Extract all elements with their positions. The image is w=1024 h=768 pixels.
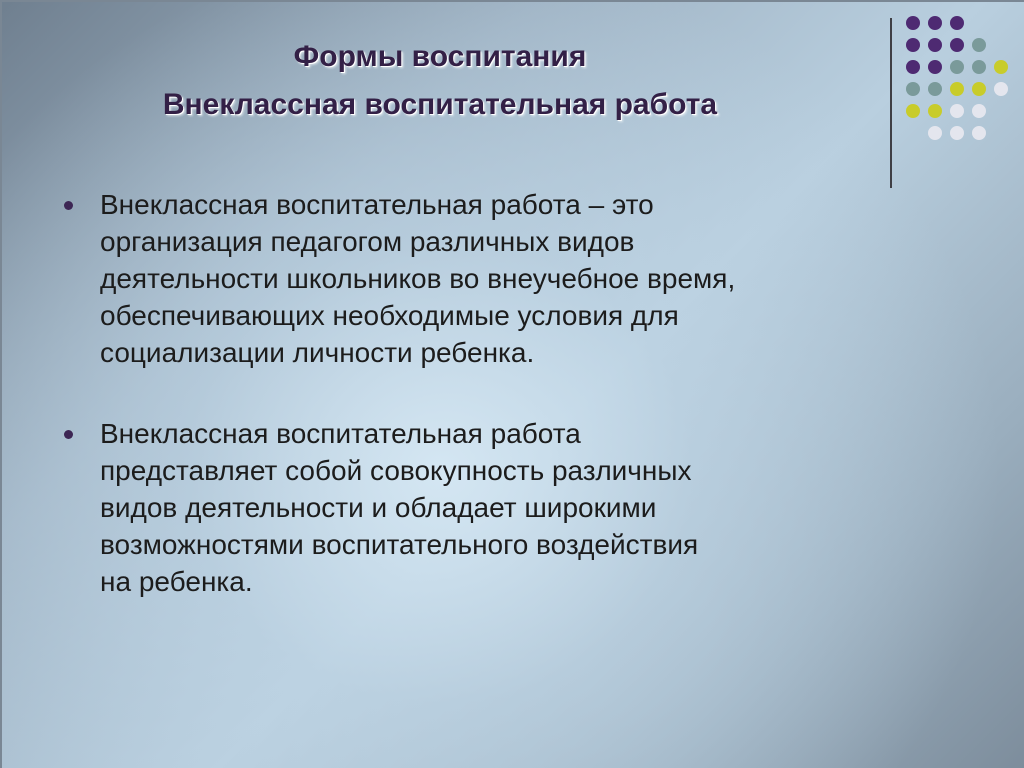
bullet-icon [64, 201, 73, 210]
decorative-dot [906, 60, 920, 74]
decorative-dot [972, 60, 986, 74]
bullet-text-line: видов деятельности и обладает широкими [100, 492, 657, 523]
decorative-dot [994, 60, 1008, 74]
title-line-1: Формы воспитания [293, 40, 587, 73]
bullet-text-line: обеспечивающих необходимые условия для [100, 300, 679, 331]
bullet-icon [64, 430, 73, 439]
decorative-dot [972, 38, 986, 52]
bullet-text-line: деятельности школьников во внеучебное время, [100, 263, 736, 294]
bullet-text-line: на ребенка. [100, 566, 253, 597]
bullet-text-line: Внеклассная воспитательная работа – это [100, 189, 654, 220]
decorative-dot [928, 60, 942, 74]
decorative-dot [994, 82, 1008, 96]
bullet-text-line: представляет собой совокупность различных [100, 455, 692, 486]
slide-title [40, 33, 840, 129]
decorative-dot [972, 126, 986, 140]
bullet-item-2 [62, 415, 862, 600]
decorative-dot [950, 38, 964, 52]
decorative-dot [928, 82, 942, 96]
bullet-text-line: организация педагогом различных видов [100, 226, 635, 257]
bullet-text-line: Внеклассная воспитательная работа [100, 418, 581, 449]
decorative-dot [950, 104, 964, 118]
decorative-dot [928, 38, 942, 52]
decorative-dot [972, 82, 986, 96]
bullet-item-1 [62, 186, 862, 371]
decorative-dot [950, 126, 964, 140]
decorative-dot [906, 82, 920, 96]
decorative-dot [950, 60, 964, 74]
bullet-text-line: социализации личности ребенка. [100, 337, 535, 368]
decorative-dot [928, 16, 942, 30]
vertical-divider [890, 18, 892, 188]
decorative-dot [906, 16, 920, 30]
title-line-2: Внеклассная воспитательная работа [162, 88, 718, 121]
bullet-text-line: возможностями воспитательного воздействия [100, 529, 699, 560]
decorative-dot [950, 82, 964, 96]
decorative-dot-grid [906, 16, 1016, 166]
decorative-dot [906, 38, 920, 52]
decorative-dot [972, 104, 986, 118]
decorative-dot [928, 104, 942, 118]
decorative-dot [950, 16, 964, 30]
decorative-dot [928, 126, 942, 140]
bullet-list [62, 186, 862, 600]
decorative-dot [906, 104, 920, 118]
